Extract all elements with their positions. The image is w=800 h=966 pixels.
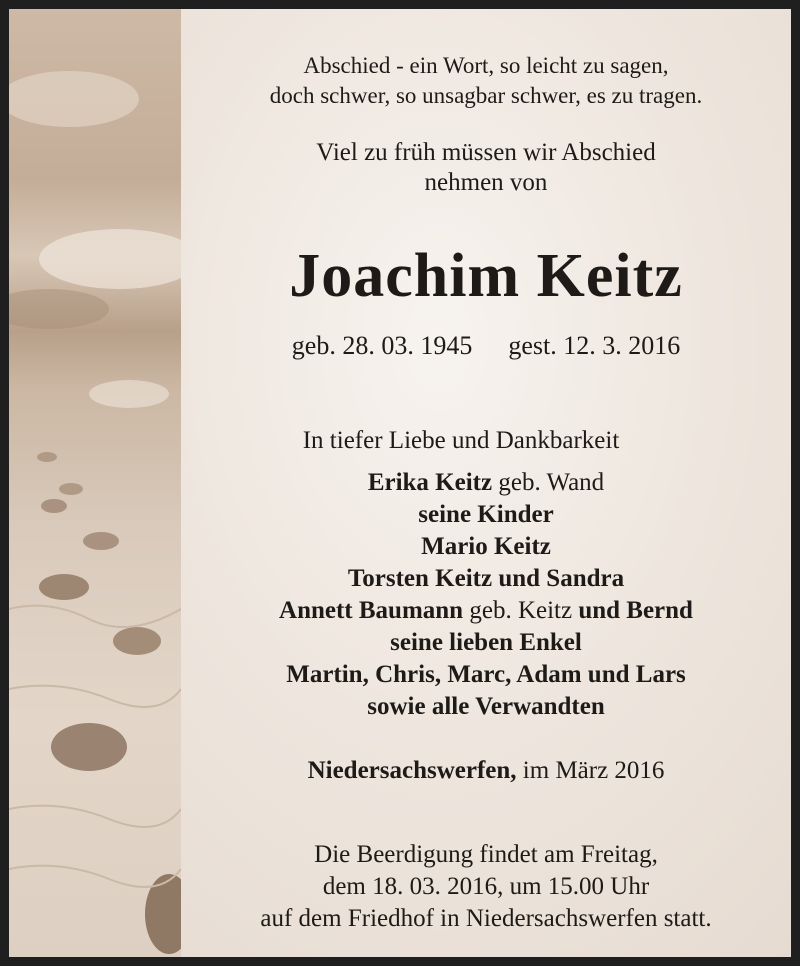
footprints-illustration <box>9 9 181 957</box>
mourner-child-2: Torsten Keitz und Sandra <box>347 565 625 592</box>
place-and-date: Niedersachswerfen, im März 2016 <box>307 757 665 784</box>
mourner-child-1: Mario Keitz <box>421 533 551 560</box>
deceased-name: Joachim Keitz <box>289 242 683 310</box>
notice-text <box>181 9 791 957</box>
mourner-relatives: sowie alle Verwandten <box>367 693 605 720</box>
mourner-spouse: Erika Keitz geb. Wand <box>367 469 605 496</box>
mourner-child-3: Annett Baumann geb. Keitz und Bernd <box>279 597 693 624</box>
funeral-line-1: Die Beerdigung findet am Freitag, <box>314 841 658 868</box>
funeral-line-2: dem 18. 03. 2016, um 15.00 Uhr <box>322 873 650 900</box>
mourner-grandchildren: Martin, Chris, Marc, Adam und Lars <box>286 661 686 688</box>
mourners-heading: In tiefer Liebe und Dankbarkeit <box>302 427 620 454</box>
life-dates <box>181 331 791 361</box>
decorative-sand-photo <box>9 9 181 957</box>
death-date: gest. 12. 3. 2016 <box>508 331 681 360</box>
verse-line-2: doch schwer, so unsagbar schwer, es zu tragen. <box>269 83 703 108</box>
intro-line-2: nehmen von <box>424 169 548 196</box>
intro-line-1: Viel zu früh müssen wir Abschied <box>316 139 656 166</box>
mourner-children-label: seine Kinder <box>418 501 554 528</box>
birth-date: geb. 28. 03. 1945 <box>291 331 473 360</box>
verse-line-1: Abschied - ein Wort, so leicht zu sagen, <box>303 53 669 78</box>
mourner-grandchildren-label: seine lieben Enkel <box>390 629 582 656</box>
funeral-line-3: auf dem Friedhof in Niedersachswerfen statt. <box>260 905 712 932</box>
